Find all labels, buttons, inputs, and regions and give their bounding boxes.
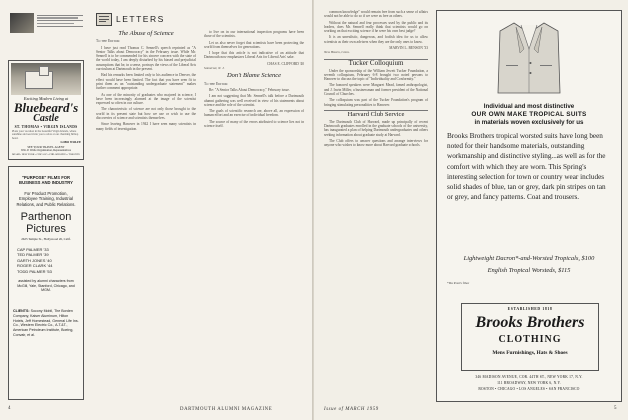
letters-icon (96, 13, 112, 26)
section-heading: Don't Blame Science (226, 72, 282, 80)
letter-paragraph: I hope that this article is not indicative of an attitude that Dartmouth now emphasizes Liberal Arts for Liberal Arts' sake. (204, 51, 304, 60)
letter-paragraph: Re: "A Senior Talks About Democracy," February issue. (209, 87, 290, 92)
bluebeard-name: Bluebeard's (13, 100, 79, 115)
letters-title: LETTERS (116, 14, 165, 24)
bluebeard-tag: Exciting Modern Living at (23, 96, 69, 101)
right-column-1 (324, 10, 428, 400)
letter-paragraph: I am not suggesting that Mr. Sennell's talk before a Dartmouth alumni gathering was well received in view of his statements about science and the role of the scientist. (204, 94, 304, 107)
parthenon-clients (13, 309, 79, 338)
brooks-logo: Brooks Brothers (475, 314, 585, 331)
letter-paragraph: The characteristic of science are not only those brought to the world in its present state but how we use or wish to use the discoveries of science and scientists themselves. (96, 107, 196, 121)
bluebeard-place: ST. THOMAS • VIRGIN ISLANDS (14, 125, 78, 129)
letters-column-2 (204, 30, 304, 396)
brooks-kicker: Individual and most distinctive (483, 103, 575, 110)
parthenon-address: 2625 Temple St., Hollywood 26, Calif. (21, 237, 71, 241)
brooks-footnote: *Du Pont's fiber (447, 281, 470, 285)
credit-line: ROGER CLARK '44 (17, 263, 53, 269)
small-promo (8, 10, 84, 54)
brooks-logo-furnishings: Mens Furnishings, Hats & Shoes (492, 350, 568, 356)
letter-signature: CHAS E. CLIFFORD '40 (267, 61, 304, 66)
parthenon-line: For Product Promotion, (24, 191, 68, 196)
letter-signature: MARVIN L. BENSON '33 (389, 46, 428, 51)
letter-paragraph: common knowledge" would remain free from such a sense of affairs would not be able to do so if we were as free as others. (324, 10, 428, 19)
parthenon-ad (8, 166, 84, 400)
bluebeard-photo (11, 63, 81, 95)
brooks-established: ESTABLISHED 1818 (507, 307, 553, 311)
bluebeard-contact: LOBO WOLFE (60, 140, 81, 144)
article-paragraph: The honored speakers were Margaret Mead, famed anthropologist, and J. Irwin Miller, a businessman and former president of the National Council of Churches. (324, 83, 428, 97)
letter-paragraph: Since leaving Hanover in 1942 I have seen many scientists in many fields of investigation. (96, 122, 196, 131)
section-heading: Tucker Colloquium (348, 59, 404, 68)
parthenon-line: Employee Training, Industrial (19, 196, 73, 202)
page-number-left: 4 (8, 406, 11, 411)
issue-footer: Issue of MARCH 1959 (324, 407, 379, 412)
letter-paragraph: to live on in our international inspection programs have been those of the scientists. (204, 30, 304, 39)
bluebeard-rep2: Wm. P. Wolfe Organization, Representatives (21, 149, 71, 152)
letter-paragraph: The source of many of the errors attributed to science lies not in science itself. (204, 119, 304, 129)
credit-line: CAP PALMER '33 (17, 247, 49, 252)
letters-column-1 (96, 30, 196, 396)
letter-paragraph: I have just read Thomas C. Sennell's speech reprinted as "A Senior Talks about Democracy" in the February issue. While Mr. Sennell is to be commended for his sincere concern with the state of the world today, I am deeply disturbed by his biased and prejudicial assumptions that he, in a sense, portrays the views of the Liberal Arts curriculum at Dartmouth in the present. (96, 45, 196, 72)
bluebeard-body: Plans your vacation in the beautiful Virgin Islands, where sunshine and sea invite you to relax at our charming hilltop hotel. (12, 130, 79, 140)
letter-paragraph: The goals of scientific research are, above all, an expression of human effort and an exercise of individual freedom. (204, 109, 304, 118)
letter-paragraph: It is an unrealistic, dangerous, and foolish idea for us to allow scientists as their own advisers when they are the only ones to know. (324, 35, 428, 44)
parthenon-assist: assisted by alumni characters from McGill, Yale, Stanford, Chicago, and MGM. (17, 279, 75, 293)
suit-jacket-icon (494, 19, 564, 95)
brooks-price-2: English Tropical Worsteds, $115 (487, 267, 571, 274)
parthenon-name-2: Pictures (26, 223, 66, 235)
parthenon-lines (11, 191, 81, 207)
letter-paragraph: As one of the minority of graduates who majored in science, I have been increasingly alarmed at the image of the scientist expressed so often in our culture. (96, 92, 196, 106)
parthenon-line: Relations, and Public Relations. (16, 201, 76, 207)
brooks-body: Brooks Brothers tropical worsted suits have long been noted for their handsome materials, outstanding workmanship and distinctive styling...as well as for the comfort with which they are worn. This Spring's interesting selection for town or country wear includes solid shades of blue, tan or grey, dark pin stripes on tan or grey, and fancy patterns. Coat and trousers. (447, 132, 606, 202)
magazine-footer: DARTMOUTH ALUMNI MAGAZINE (180, 407, 273, 412)
brooks-kicker-3: in materials woven exclusively for us (474, 119, 584, 126)
letter-paragraph: Without the natural and fear processes used by the public and its leaders, does Mr. Sennell really think that scientists would go on working on that exciting science if he were his own best judge? (324, 20, 428, 34)
brooks-logo-block (461, 303, 599, 371)
credit-line: TED PALMER '39 (17, 252, 49, 258)
bluebeard-name-2: Castle (33, 113, 59, 124)
credit-line: GARTH JONES '40 (17, 257, 52, 263)
bluebeard-rep: SEE YOUR TRAVEL AGENT (27, 145, 65, 149)
letter-paragraph: Had his remarks been limited only to his audience in Denver, the effect would have been limited. The fact that you have seen fit to print them as an "outstanding undergraduate statement" makes further comment appropriate. (96, 73, 196, 91)
article-paragraph: Under the sponsorship of the William Jewett Tucker Foundation, a seventh colloquium, February 6-8 brought two noted persons to Hanover to discuss the topic of "Individuality and Conformity." (324, 68, 428, 82)
letter-place: Somerset, N. J. (204, 66, 225, 71)
clients-list: Socony Mobil, The Borden Company, Kaiser Aluminum, Hilton Hotels, Jeff Homestead, General Life Ins. Co., Western Electric Co., A.T.&T., American Petroleum Institute, Boeing, Convair, et al. (13, 309, 79, 337)
bluebeard-ad (8, 60, 84, 160)
section-heading: Harvard Club Service (347, 110, 405, 118)
article-paragraph: The Dartmouth Club of Harvard, made up principally of recent Dartmouth graduates enrolled in the graduate schools of the university, has inaugurated a plan of helping Dartmouth undergraduates and others seeking information about graduate study at Harvard. (324, 119, 428, 137)
credit-line: TODD PALMER '53 (17, 268, 52, 274)
brooks-cities: BOSTON • CHICAGO • LOS ANGELES • SAN FRANCISCO (478, 387, 580, 391)
clients-label: CLIENTS: (13, 309, 30, 313)
brooks-address-1: 346 MADISON AVENUE, COR. 44TH ST., NEW YORK 17, N.Y. (475, 375, 583, 379)
section-heading: The Abuse of Science (118, 30, 174, 37)
parthenon-credits (17, 247, 77, 274)
brooks-logo-clothing: CLOTHING (498, 334, 562, 345)
article-paragraph: The Club offers to answer questions and arrange interviews for anyone who wishes to know more about Harvard graduate schools. (324, 139, 428, 148)
brooks-brothers-ad (436, 10, 622, 402)
promo-image (10, 13, 34, 33)
brooks-price-1: Lightweight Dacron*-and-Worsted Tropicals, $100 (463, 255, 595, 262)
to-the-editor: To the Editor: (204, 81, 229, 86)
letter-place: New Haven, Conn. (324, 50, 350, 55)
letter-paragraph: Let us also never forget that scientists have been protecting the world from themselves for generations. (204, 40, 304, 49)
ad-column (8, 10, 84, 402)
article-paragraph: The colloquium was part of the Tucker Foundation's program of bringing stimulating personalities to Hanover. (324, 98, 428, 107)
letters-header (96, 12, 306, 28)
to-the-editor: To the Editor: (96, 39, 121, 44)
brooks-address-2: 111 BROADWAY, NEW YORK 6, N.Y. (497, 381, 561, 385)
bluebeard-cities: MIAMI • NEW YORK • CHICAGO • PHILADELPHIA • TORONTO (12, 153, 80, 156)
parthenon-kicker: "PURPOSE" FILMS FOR BUSINESS AND INDUSTRY (19, 175, 73, 185)
right-page (314, 0, 628, 420)
parthenon-name: Parthenon (20, 211, 72, 223)
page-number-right: 5 (614, 406, 617, 411)
brooks-kicker-2: OUR OWN MAKE TROPICAL SUITS (471, 111, 587, 118)
